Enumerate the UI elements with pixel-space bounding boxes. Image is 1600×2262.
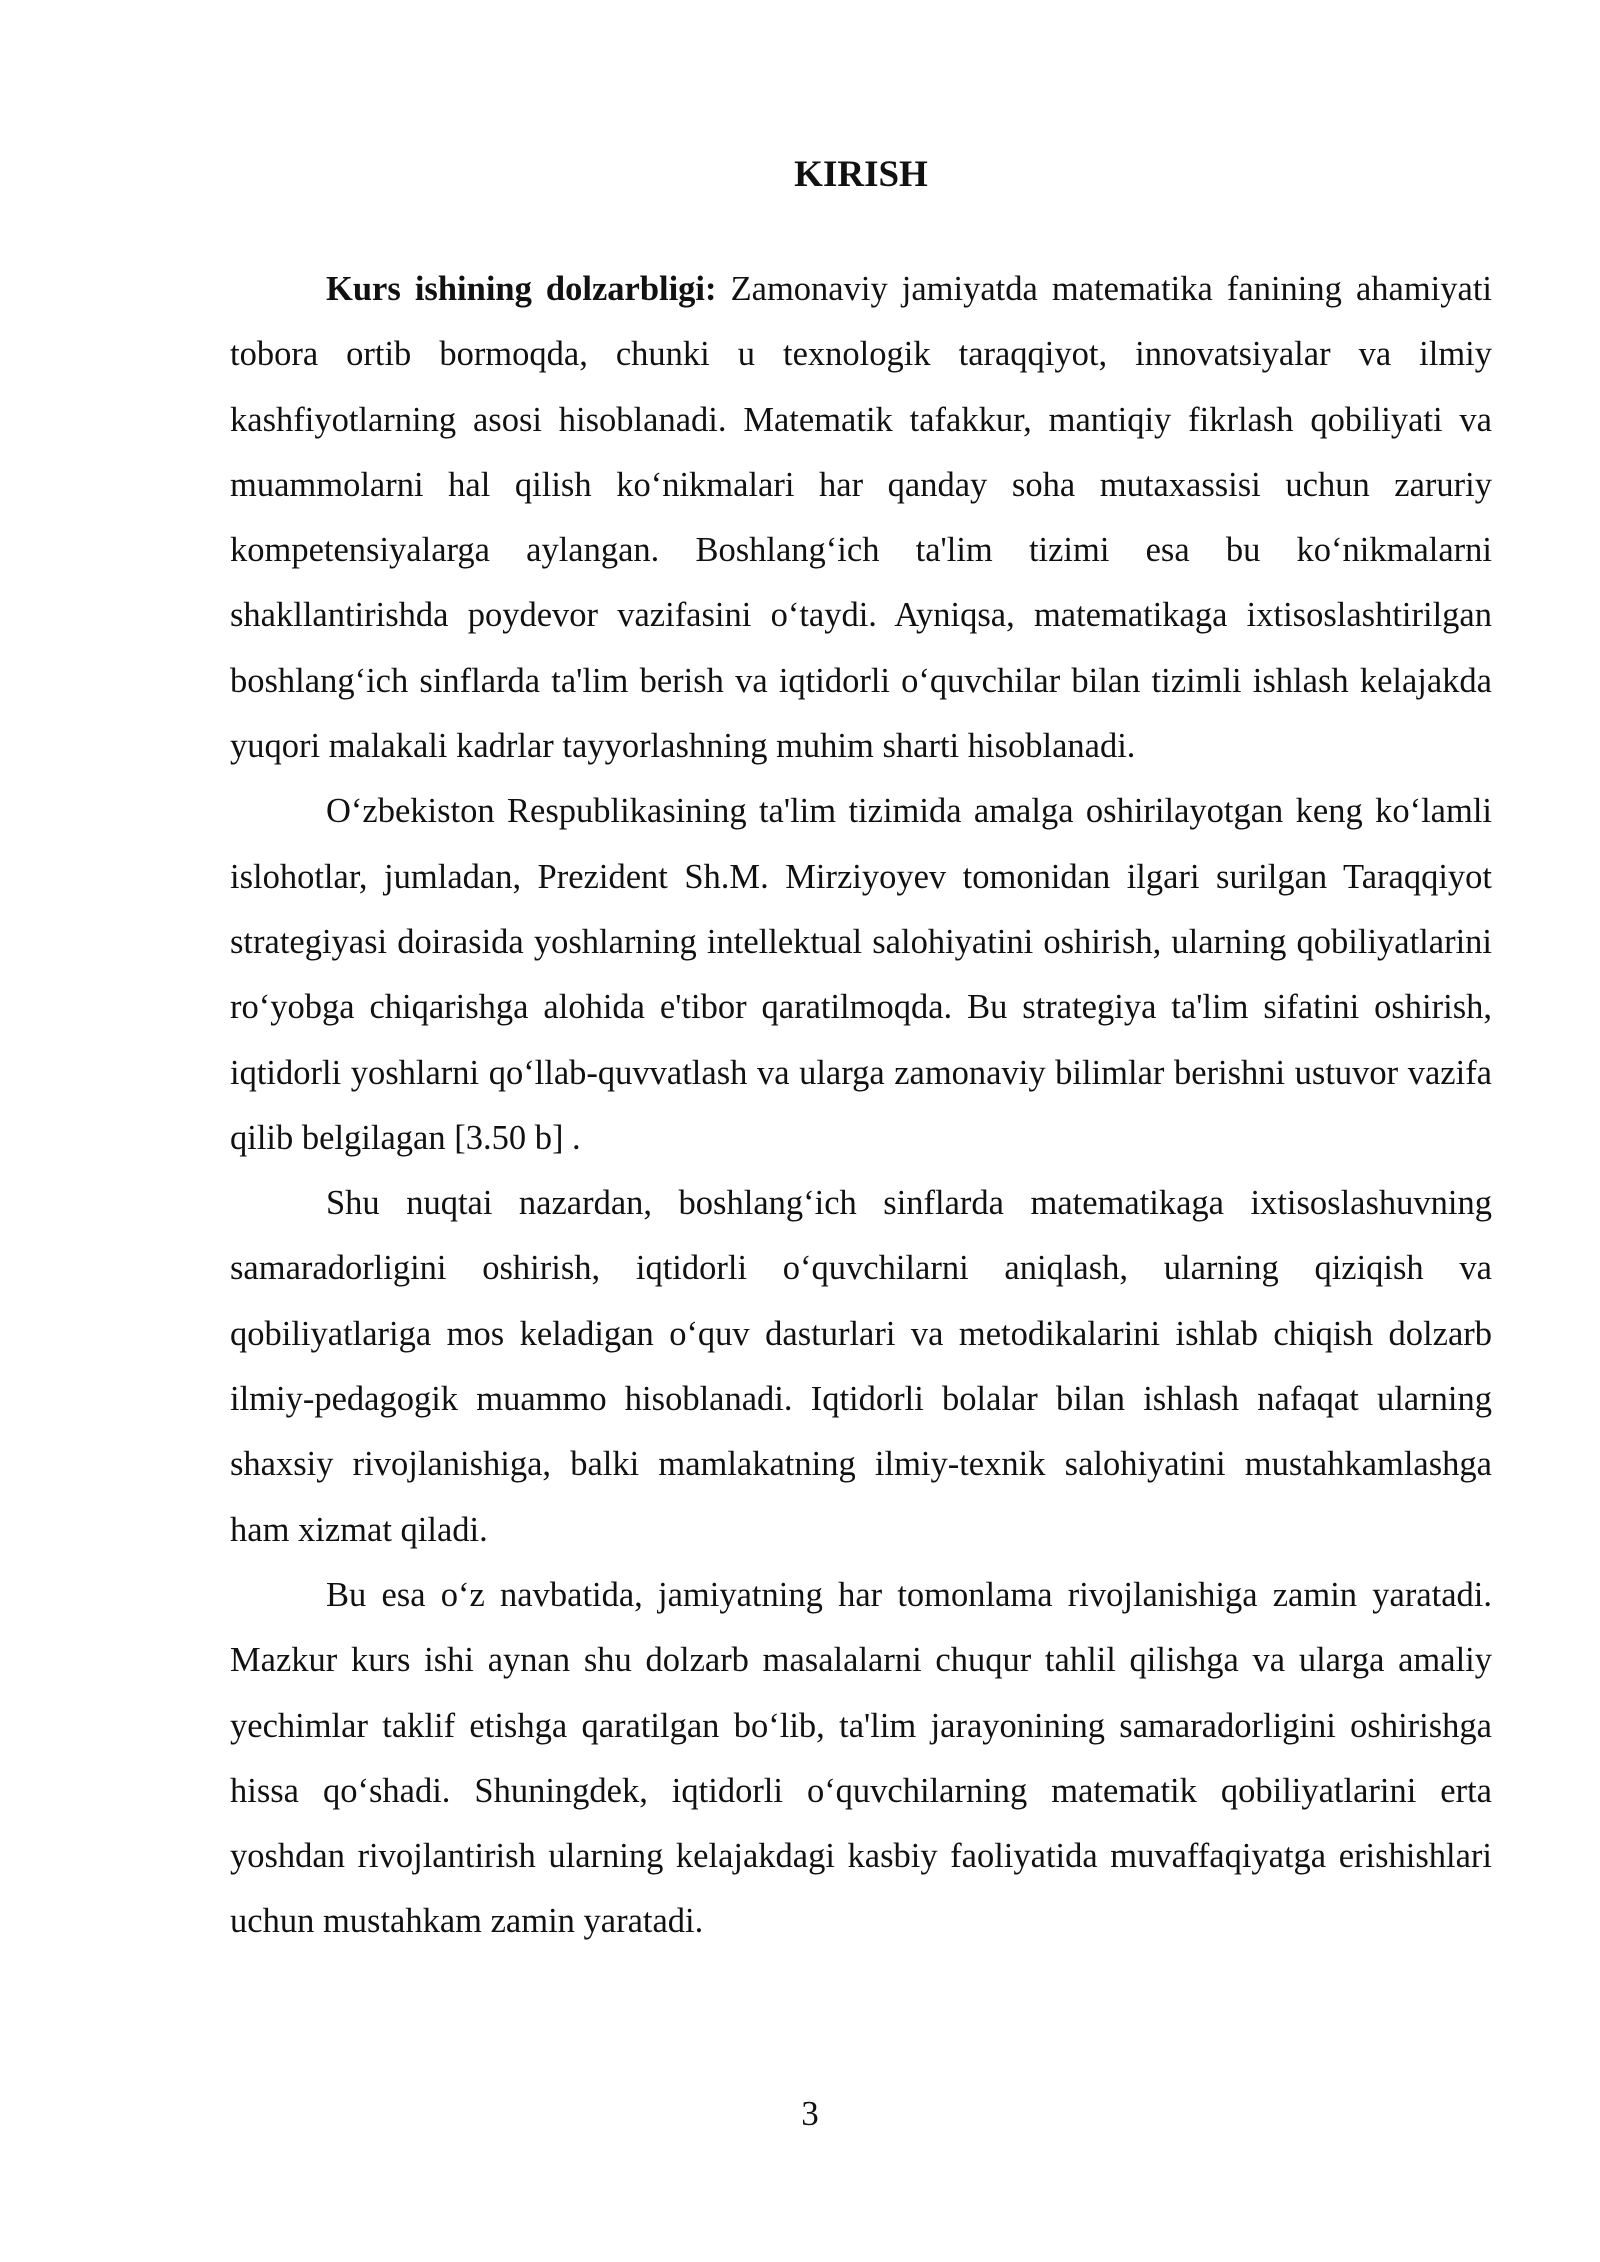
section-title: KIRISH bbox=[794, 154, 928, 195]
page-number: 3 bbox=[801, 2094, 819, 2133]
paragraph-problem: Shu nuqtai nazardan, boshlang‘ich sinflarda matematikaga ixtisoslashuvning samaradorligini oshirish, iqtidorli o‘quvchilarni aniqlash, ularning qiziqish va qobiliyatlariga mos keladigan o‘quv dasturlari va metodikalarini ishlab chiqish dolzarb ilmiy-pedagogik muammo hisoblanadi. Iqtidorli bolalar bilan ishlash nafaqat ularning shaxsiy rivojlanishiga, balki mamlakatning ilmiy-texnik salohiyatini mustahkamlashga ham xizmat qiladi. bbox=[230, 1184, 1492, 1549]
paragraph-purpose: Bu esa o‘z navbatida, jamiyatning har tomonlama rivojlanishiga zamin yaratadi. Mazkur kurs ishi aynan shu dolzarb masalalarni chuqur tahlil qilishga va ularga amaliy yechimlar taklif etishga qaratilgan bo‘lib, ta'lim jarayonining samaradorligini oshirishga hissa qo‘shadi. Shuningdek, iqtidorli o‘quvchilarning matematik qobiliyatlarini erta yoshdan rivojlantirish ularning kelajakdagi kasbiy faoliyatida muvaffaqiyatga erishishlari uchun mustahkam zamin yaratadi. bbox=[230, 1575, 1492, 1941]
paragraph-text: Zamonaviy jamiyatda matematika fanining ahamiyati tobora ortib bormoqda, chunki u texnologik taraqqiyot, innovatsiyalar va ilmiy kashfiyotlarning asosi hisoblanadi. Matematik tafakkur, mantiqiy fikrlash qobiliyati va muammolarni hal qilish ko‘nikmalari har qanday soha mutaxassisi uchun zaruriy kompetensiyalarga aylangan. Boshlang‘ich ta'lim tizimi esa bu ko‘nikmalarni shakllantirishda poydevor vazifasini o‘taydi. Ayniqsa, matematikaga ixtisoslashtirilgan boshlang‘ich sinflarda ta'lim berish va iqtidorli o‘quvchilar bilan tizimli ishlash kelajakda yuqori malakali kadrlar tayyorlashning muhim sharti hisoblanadi. bbox=[230, 270, 1492, 766]
body-text bbox=[230, 257, 1492, 1955]
paragraph-lead: Kurs ishining dolzarbligi: bbox=[326, 270, 717, 308]
paragraph-relevance bbox=[230, 257, 1492, 779]
paragraph-reforms: O‘zbekiston Respublikasining ta'lim tizimida amalga oshirilayotgan keng ko‘lamli islohotlar, jumladan, Prezident Sh.M. Mirziyoyev tomonidan ilgari surilgan Taraqqiyot strategiyasi doirasida yoshlarning intellektual salohiyatini oshirish, ularning qobiliyatlarini ro‘yobga chiqarishga alohida e'tibor qaratilmoqda. Bu strategiya ta'lim sifatini oshirish, iqtidorli yoshlarni qo‘llab-quvvatlash va ularga zamonaviy bilimlar berishni ustuvor vazifa qilib belgilagan [3.50 b] . bbox=[230, 792, 1492, 1157]
